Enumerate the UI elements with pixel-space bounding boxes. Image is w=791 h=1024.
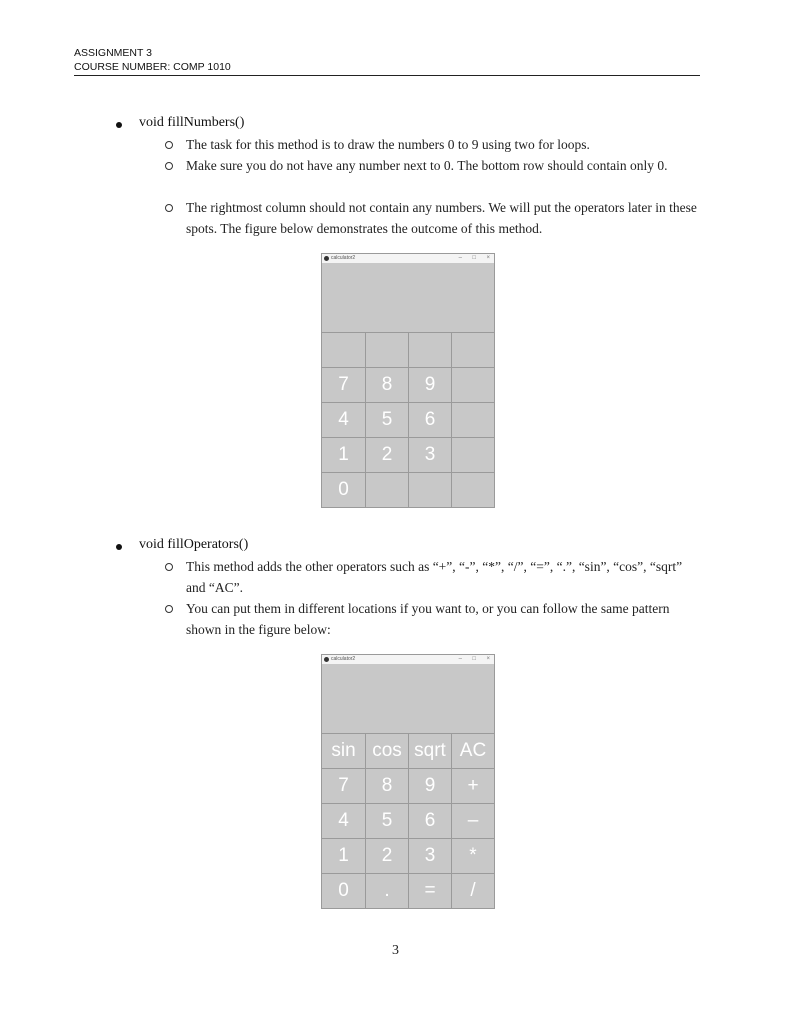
calculator-key: 2 (365, 437, 408, 472)
calculator-key: sqrt (408, 733, 451, 768)
section2-item: This method adds the other operators such as “+”, “-”, “*”, “/”, “=”, “.”, “sin”, “cos”, “sqrt” and “AC”. (186, 559, 683, 595)
app-icon (324, 256, 329, 261)
section1-item: The rightmost column should not contain any numbers. We will put the operators later in these spots. The figure below demonstrates the outcome of this method. (186, 200, 697, 236)
calculator-key: 7 (322, 768, 365, 803)
calculator-key (451, 332, 494, 367)
calculator-key (408, 332, 451, 367)
window-titlebar (322, 655, 494, 664)
section2-item: You can put them in different locations if you want to, or you can follow the same pattern shown in the figure below: (186, 601, 670, 637)
maximize-icon: □ (472, 656, 476, 662)
calculator-key: = (408, 873, 451, 908)
page-header (74, 46, 700, 76)
calculator-figure-operators (321, 654, 495, 909)
bullet-icon (116, 544, 122, 550)
circle-bullet-icon (165, 605, 173, 613)
window-title: calculator2 (331, 255, 356, 261)
circle-bullet-icon (165, 162, 173, 170)
section1-item: The task for this method is to draw the numbers 0 to 9 using two for loops. (186, 137, 590, 152)
calculator-key (451, 367, 494, 402)
calculator-key (408, 472, 451, 507)
calculator-key: 8 (365, 367, 408, 402)
calculator-key: 0 (322, 873, 365, 908)
calculator-key: . (365, 873, 408, 908)
section1-item: Make sure you do not have any number next to 0. The bottom row should contain only 0. (186, 158, 668, 173)
calculator-key: 9 (408, 367, 451, 402)
minimize-icon: – (458, 255, 462, 261)
calculator-key (451, 402, 494, 437)
calculator-key: 6 (408, 803, 451, 838)
calculator-key: 9 (408, 768, 451, 803)
circle-bullet-icon (165, 141, 173, 149)
calculator-keypad (322, 733, 494, 908)
close-icon: × (486, 255, 490, 261)
calculator-key: 4 (322, 402, 365, 437)
calculator-figure-numbers (321, 253, 495, 508)
calculator-key: sin (322, 733, 365, 768)
calculator-key: 8 (365, 768, 408, 803)
window-titlebar (322, 254, 494, 263)
calculator-key: cos (365, 733, 408, 768)
calculator-key: 1 (322, 437, 365, 472)
calculator-key: 5 (365, 803, 408, 838)
calculator-key: 1 (322, 838, 365, 873)
header-assignment: ASSIGNMENT 3 (74, 47, 152, 59)
calculator-key (322, 332, 365, 367)
window-title: calculator2 (331, 656, 356, 662)
section-filloperators-title: void fillOperators() (139, 537, 249, 552)
header-course: COURSE NUMBER: COMP 1010 (74, 61, 231, 73)
calculator-key: – (451, 803, 494, 838)
section-fillnumbers-title: void fillNumbers() (139, 115, 245, 130)
calculator-key: 2 (365, 838, 408, 873)
calculator-key: 3 (408, 437, 451, 472)
calculator-key: 4 (322, 803, 365, 838)
calculator-key: 3 (408, 838, 451, 873)
calculator-key: * (451, 838, 494, 873)
bullet-icon (116, 122, 122, 128)
calculator-key: 5 (365, 402, 408, 437)
calculator-key: / (451, 873, 494, 908)
calculator-key (451, 472, 494, 507)
calculator-key: 0 (322, 472, 365, 507)
calculator-key: AC (451, 733, 494, 768)
calculator-keypad (322, 332, 494, 507)
calculator-key (451, 437, 494, 472)
calculator-key (365, 332, 408, 367)
maximize-icon: □ (472, 255, 476, 261)
calculator-display (322, 664, 494, 733)
circle-bullet-icon (165, 204, 173, 212)
close-icon: × (486, 656, 490, 662)
calculator-key: + (451, 768, 494, 803)
app-icon (324, 657, 329, 662)
calculator-key: 6 (408, 402, 451, 437)
calculator-key (365, 472, 408, 507)
circle-bullet-icon (165, 563, 173, 571)
page-number: 3 (392, 943, 399, 958)
calculator-key: 7 (322, 367, 365, 402)
minimize-icon: – (458, 656, 462, 662)
calculator-display (322, 263, 494, 332)
